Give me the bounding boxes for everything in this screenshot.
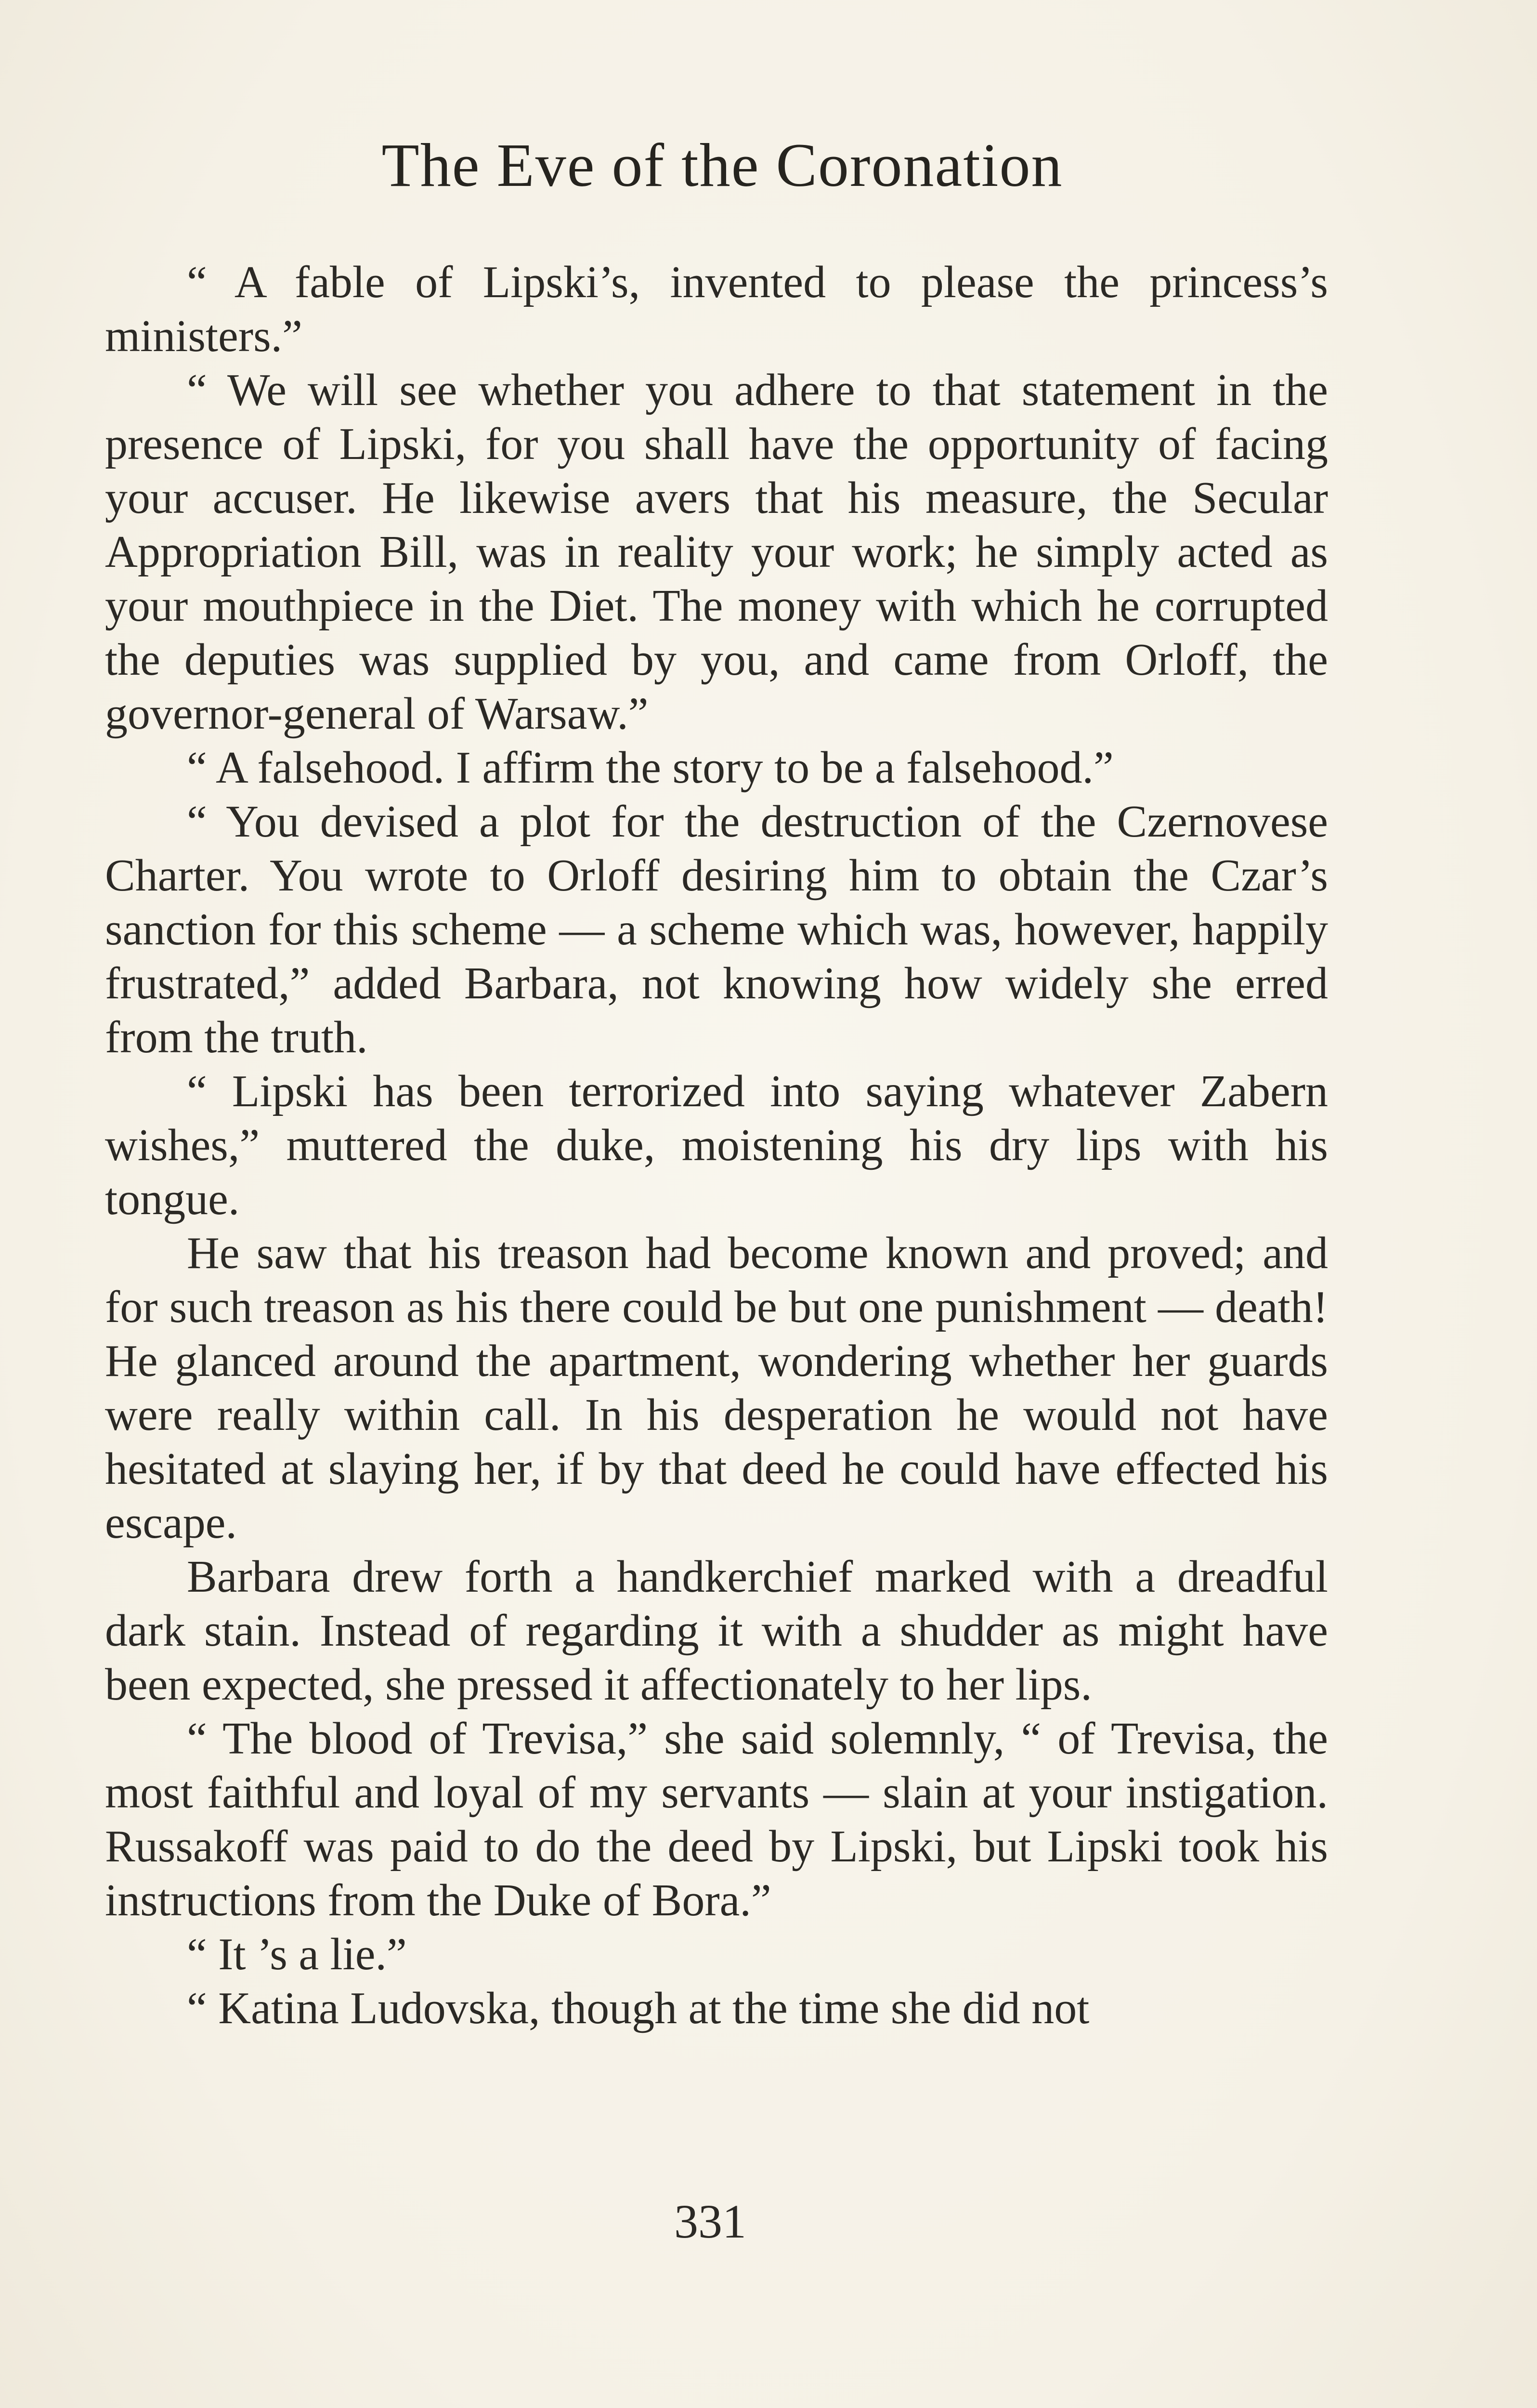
running-head: The Eve of the Coronation [381,131,1063,199]
page-number: 331 [674,2195,746,2248]
paragraph: “ Lipski has been terrorized into saying whatever Zabern wishes,” muttered the duke, moistening his dry lips with his tongue. [105,1066,1328,1224]
body-text [105,255,1328,2035]
paragraph: “ Katina Ludovska, though at the time she did not [187,1983,1090,2033]
paragraph: “ It ’s a lie.” [187,1929,407,1979]
paragraph: He saw that his treason had become known and proved; and for such treason as his there could be but one punishment — death! He glanced around the apartment, wondering whether her guards were really within call. In his desperation he would not have hesitated at slaying her, if by that deed he could have effected his escape. [105,1228,1328,1548]
paragraph: “ A falsehood. I affirm the story to be a falsehood.” [187,743,1114,793]
paragraph: “ You devised a plot for the destruction of the Czernovese Charter. You wrote to Orloff desiring him to obtain the Czar’s sanction for this scheme — a scheme which was, however, happily frustrated,” added Barbara, not knowing how widely she erred from the truth. [105,797,1328,1062]
paragraph: “ We will see whether you adhere to that statement in the presence of Lipski, for you shall have the opportunity of facing your accuser. He likewise avers that his measure, the Secular Appropriation Bill, was in reality your work; he simply acted as your mouthpiece in the Diet. The money with which he corrupted the deputies was supplied by you, and came from Orloff, the governor-general of Warsaw.” [105,365,1328,739]
paragraph: “ A fable of Lipski’s, invented to please the princess’s ministers.” [105,257,1328,361]
paragraph: Barbara drew forth a handkerchief marked with a dreadful dark stain. Instead of regarding it with a shudder as might have been expected, she pressed it affectionately to her lips. [105,1552,1328,1710]
paragraph: “ The blood of Trevisa,” she said solemnly, “ of Trevisa, the most faithful and loyal of my servants — slain at your instigation. Russakoff was paid to do the deed by Lipski, but Lipski took his instructions from the Duke of Bora.” [105,1714,1328,1925]
